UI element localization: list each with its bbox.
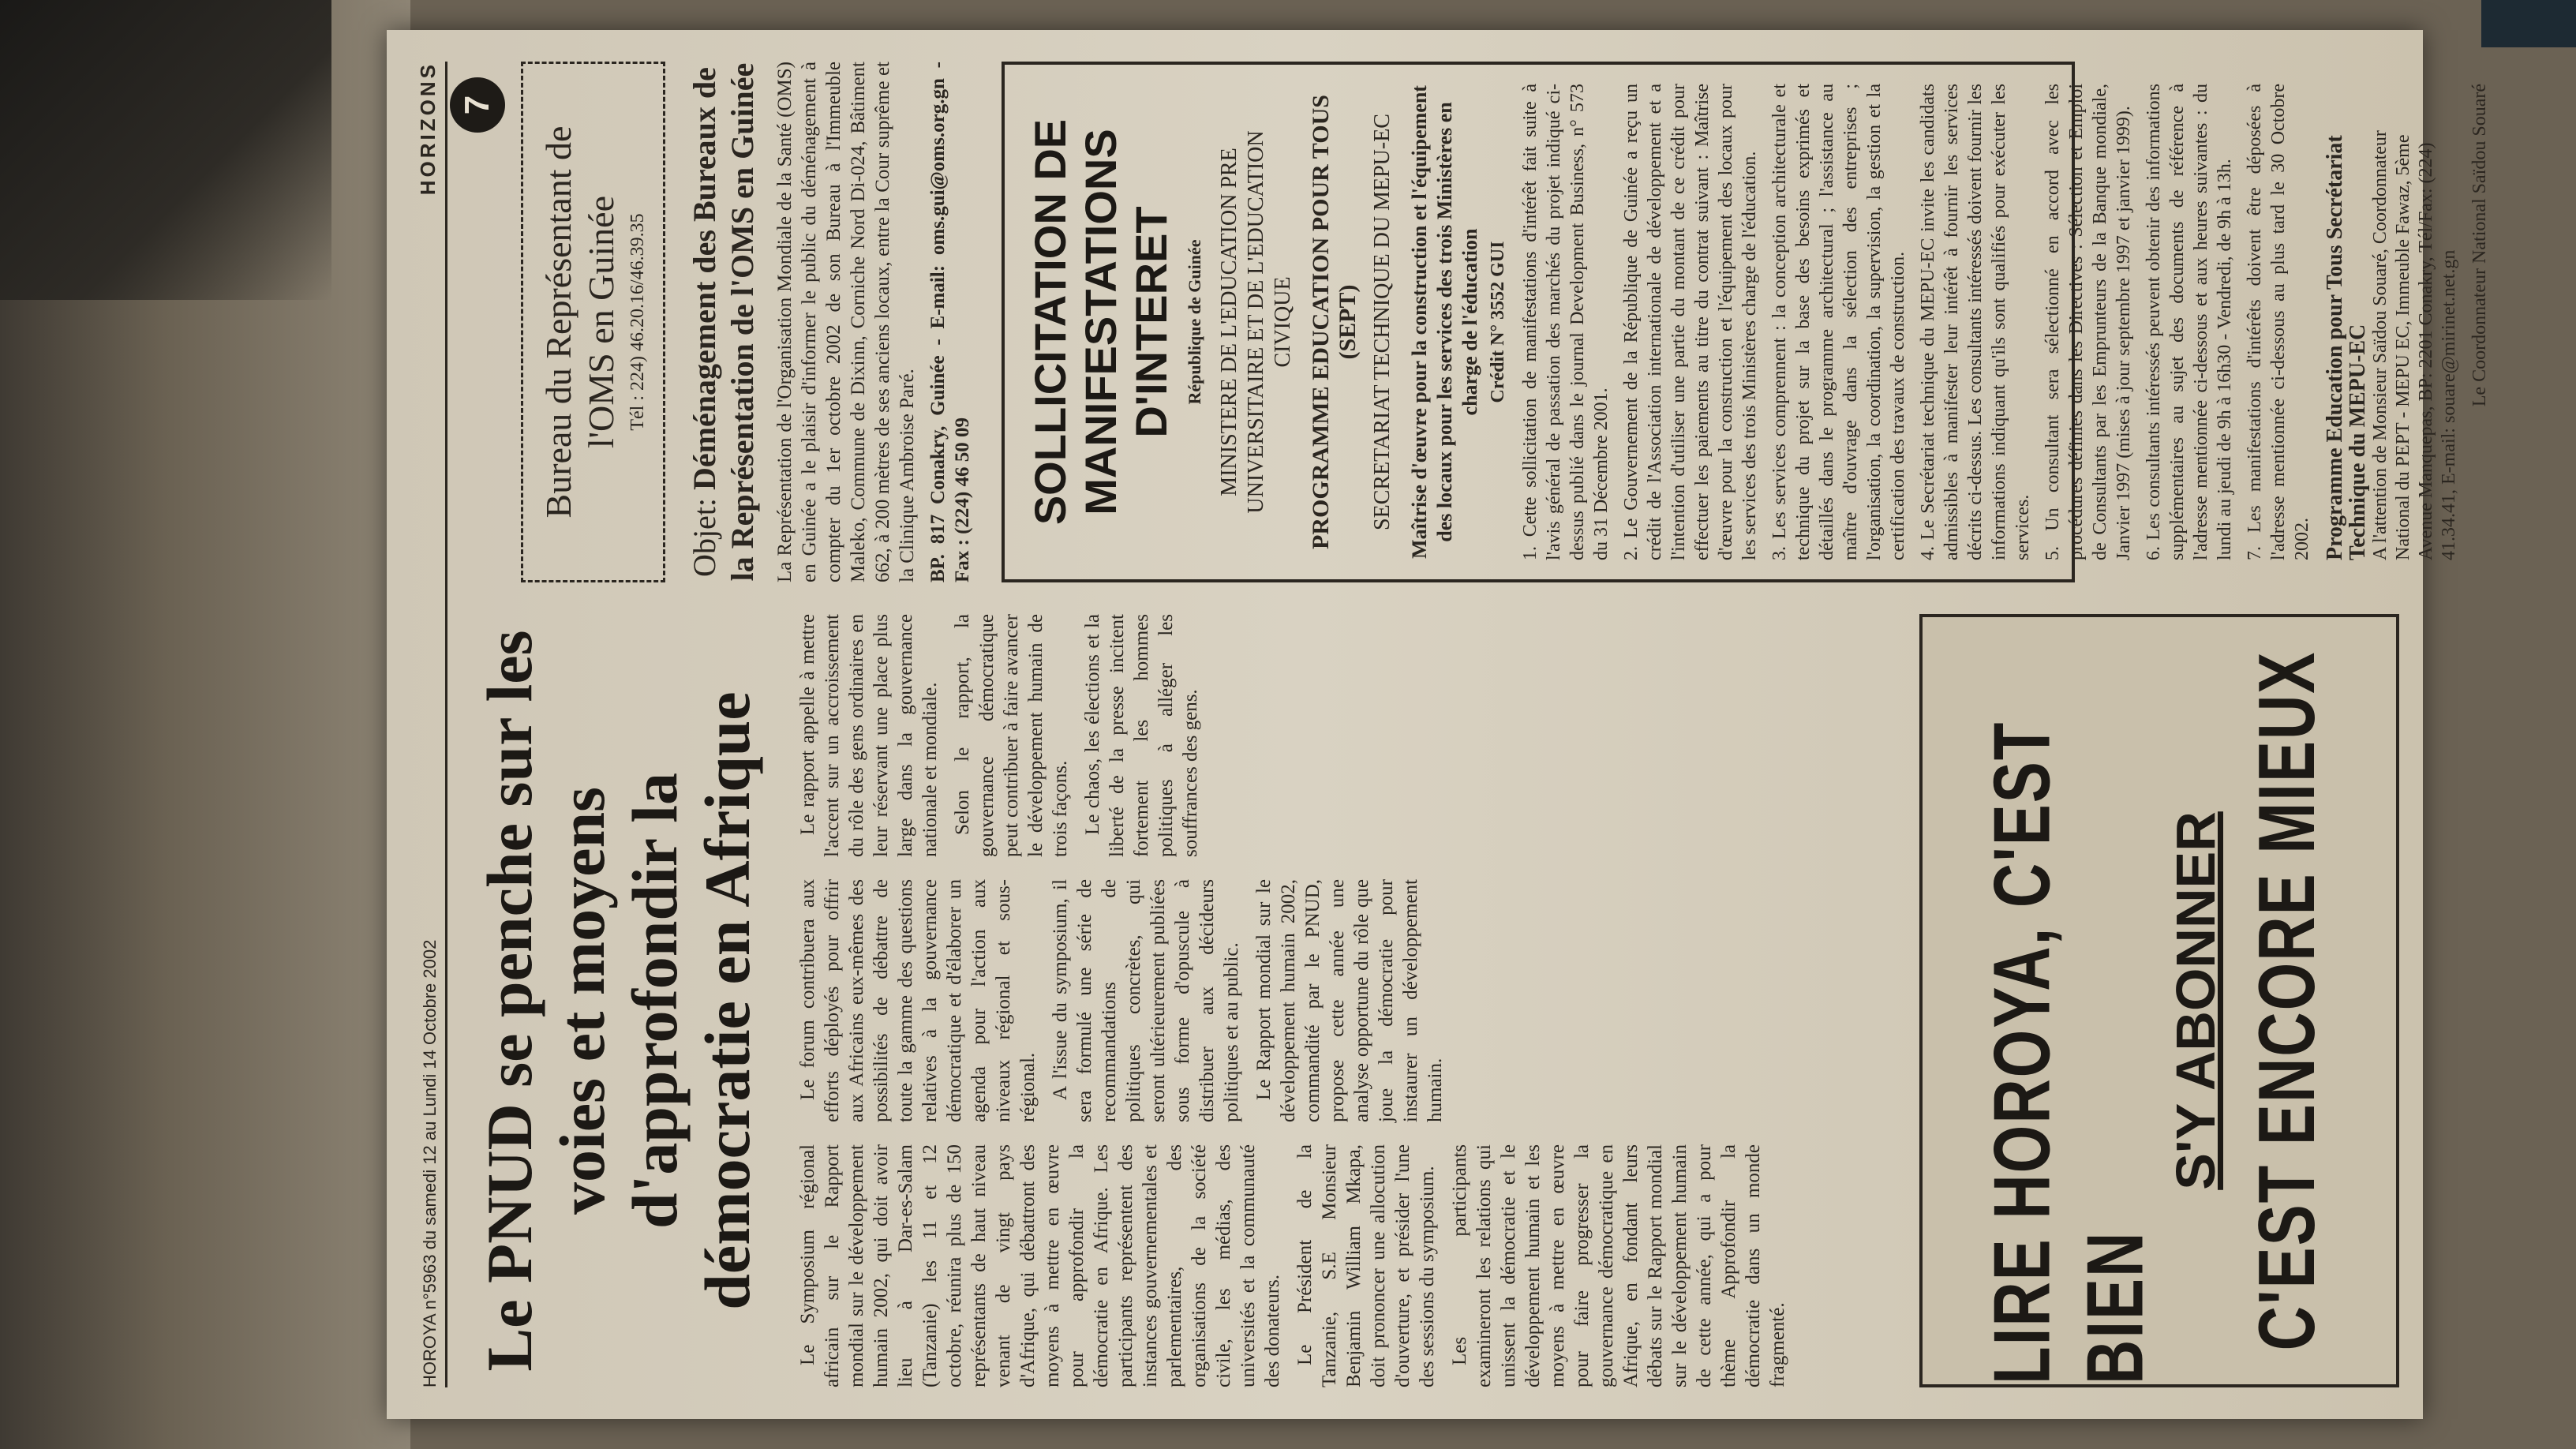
article-paragraph: Le Président de la Tanzanie, S.E Monsieur Benjamin William Mkapa, doit prononcer une allocution d'ouverture, et présider l'une des sessions du symposium. xyxy=(1294,1144,1438,1387)
oms-office-tel: Tél : 224) 46.20.16/46.39.35 xyxy=(627,213,648,431)
solicitation-credit: Crédit N° 3552 GUI xyxy=(1488,241,1508,403)
pnud-article xyxy=(458,614,2399,1387)
solicitation-secretariat: SECRETARIAT TECHNIQUE DU MEPU-EC xyxy=(1370,114,1395,530)
promo-line-2: S'Y ABONNER xyxy=(2164,811,2226,1190)
solicitation-paragraph: 5. Un consultant sera sélectionné en accord avec les procédures définies dans les Directives : Sélection et Emploi de Consultants par les Emprunteurs de la Banque mondiale, Janvier 1997 (mises à jour septembre 1997 et janvier 1999). xyxy=(2042,84,2134,560)
newspaper-page xyxy=(387,30,2490,1419)
background-edge xyxy=(2481,0,2576,47)
article-column-1 xyxy=(796,1144,2098,1387)
page-number-badge: 7 xyxy=(450,77,505,133)
solicitation-object: Maîtrise d'œuvre pour la construction et l'équipement des locaux pour les services des trois Ministères en charge de l'éducation xyxy=(1408,85,1481,559)
promo-line-1: LIRE HOROYA, C'EST BIEN xyxy=(1975,721,2160,1384)
article-paragraph: Le forum contribuera aux efforts déployés pour offrir aux Africains eux-mêmes des possibilités de débattre de toute la gamme des questions relatives à la gouvernance démocratique et d'élaborer un agenda pour l'action aux niveaux régional et sous-régional. xyxy=(797,879,1039,1122)
notices-column xyxy=(521,62,2490,582)
section-brand: HORIZONS xyxy=(416,62,440,196)
article-headline: Le PNUD se penche sur les voies et moyens d'approfondir la démocratie en Afrique xyxy=(474,630,763,1372)
solicitation-notice xyxy=(1002,62,2490,582)
solicitation-paragraph: 6. Les consultants intéressés peuvent obtenir des informations supplémentaires au sujet des documents de référence à l'adresse mentionnée ci-dessous et aux heures suivantes : du lundi au jeudi de 9h à 16h30 - Vendredi, de 9h à 13h. xyxy=(2144,84,2235,560)
oms-objet-label: Objet: xyxy=(687,497,722,577)
oms-notice xyxy=(773,62,975,582)
solicitation-paragraph: 3. Les services comprennent : la conception architecturale et technique du projet sur la base des besoins exprimés et détaillés dans le programme architectural ; l'assistance au maître d'ouvrage dans la sélection des entreprises ; l'organisation, la coordination, la supervision, la gestion et la certification des travaux de construction. xyxy=(1769,84,1908,560)
article-column-2 xyxy=(796,879,2098,1122)
solicitation-programme: PROGRAMME EDUCATION POUR TOUS (SEPT) xyxy=(1308,95,1361,549)
solicitation-signoff xyxy=(2323,84,2492,560)
article-paragraph: Le Rapport mondial sur le développement humain 2002, commandité par le PNUD, propose cette année une analyse opportune du rôle que joue la démocratie pour instaurer un développement humain. xyxy=(1253,879,1446,1122)
oms-office-box xyxy=(521,62,665,582)
oms-contact: BP. 817 Conakry, Guinée - E-mail: oms.gui@oms.org.gn - Fax : (224) 46 50 09 xyxy=(927,62,973,582)
signoff-address: A l'attention de Monsieur Saïdou Souaré, Coordonnateur National du PEPT - MEPU EC, Immeuble Fawaz, 5ème Avenue Manquepas, BP: 2201 Conakry, Tél/Fax: (224) 41.34.41, E-mail: souare@mirinet.net.gn xyxy=(2370,130,2459,560)
solicitation-paragraph: 1. Cette sollicitation de manifestations d'intérêt fait suite à l'avis général de passation des marchés du projet indiqué ci-dessus publié dans le journal Development Business, n° 573 du 31 Décembre 2001. xyxy=(1520,84,1612,560)
oms-notice-body: La Représentation de l'Organisation Mondiale de la Santé (OMS) en Guinée a le plaisir d'informer le public du déménagement à compter du 1er octobre 2002 de son Bureau à l'Immeuble Maleko, Commune de Dixinn, Corniche Nord Di-024, Bâtiment 662, à 200 mètres de ses anciens locaux, entre la Cour suprême et la Clinique Ambroise Paré. xyxy=(774,62,918,582)
promo-line-3: C'EST ENCORE MIEUX xyxy=(2241,650,2331,1351)
oms-office-title: Bureau du Représentant de l'OMS en Guinée xyxy=(538,125,621,519)
masthead xyxy=(409,62,447,1387)
oms-objet-text: Déménagement des Bureaux de la Représentation de l'OMS en Guinée xyxy=(687,62,760,582)
signoff-coordinator: Le Coordonnateur National Saïdou Souaré xyxy=(2469,84,2490,407)
issue-line: HOROYA n°5963 du samedi 12 au Lundi 14 Octobre 2002 xyxy=(420,939,440,1387)
background-corner xyxy=(0,0,331,300)
solicitation-title: SOLLICITATION DE MANIFESTATIONS D'INTERET xyxy=(1025,118,1176,526)
article-paragraph: Le rapport appelle à mettre l'accent sur un accroissement du rôle des gens ordinaires en leur réservant une place plus large dans la gouvernance nationale et mondiale. xyxy=(797,614,941,857)
article-paragraph: Le chaos, les élections et la liberté de la presse incitent fortement les hommes politiques à alléger les souffrances des gens. xyxy=(1082,614,1201,857)
solicitation-paragraph: 7. Les manifestations d'intérêts doivent être déposées à l'adresse mentionnée ci-dessous au plus tard le 30 Octobre 2002. xyxy=(2245,84,2312,560)
solicitation-republic: République de Guinée xyxy=(1185,239,1204,405)
signoff-heading: Programme Education pour Tous Secrétariat Technique du MEPU-EC xyxy=(2323,135,2370,560)
solicitation-paragraph: 2. Le Gouvernement de la République de Guinée a reçu un crédit de l'Association internationale de développement et a l'intention d'utiliser une partie du montant de ce crédit pour effectuer les paiements au titre du contrat suivant : Maîtrise d'œuvre pour la construction et l'équipement des locaux pour les services des trois Ministères charge de l'éducation. xyxy=(1621,84,1760,560)
article-paragraph: Selon le rapport, la gouvernance démocratique peut contribuer à faire avancer le développement humain de trois façons. xyxy=(952,614,1071,857)
article-paragraph: Le Symposium régional africain sur le Rapport mondial sur le développement humain 2002, qui doit avoir lieu à Dar-es-Salam (Tanzanie) les 11 et 12 octobre, réunira plus de 150 représentants de haut niveau venant de vingt pays d'Afrique, qui débattront des moyens à mettre en œuvre pour approfondir la démocratie en Afrique. Les participants représentent des instances gouvernementales et parlementaires, des organisations de la société civile, les médias, des universités et la communauté des donateurs. xyxy=(797,1144,1283,1387)
subscription-promo xyxy=(1919,614,2399,1387)
article-columns xyxy=(796,614,2098,1387)
solicitation-body xyxy=(1518,84,2314,560)
oms-objet xyxy=(686,62,762,582)
article-paragraph: A l'issue du symposium, il sera formulé une série de recommandations de politiques concrètes, qui seront ultérieurement publiées sous forme d'opuscule à distribuer aux décideurs politiques et au public. xyxy=(1050,879,1242,1122)
solicitation-ministry: MINISTERE DE L'EDUCATION PRE UNIVERSITAIRE ET DE L'EDUCATION CIVIQUE xyxy=(1217,130,1295,514)
article-column-3 xyxy=(796,614,2098,857)
article-paragraph: Les participants examineront les relations qui unissent la démocratie et le développement humain et les moyens à mettre en œuvre pour faire progresser la gouvernance démocratique en Afrique, en fondant leurs débats sur le Rapport mondial sur le développement humain de cette année, qui a pour thème Approfondir la démocratie dans un monde fragmenté. xyxy=(1449,1144,1788,1387)
solicitation-paragraph: 4. Le Secrétariat technique du MEPU-EC invite les candidats admissibles à manifester leur intérêt à fournir les services décrits ci-dessus. Les consultants intéressés doivent fournir les informations indiquant qu'ils sont qualifiés pour exécuter les services. xyxy=(1918,84,2033,560)
